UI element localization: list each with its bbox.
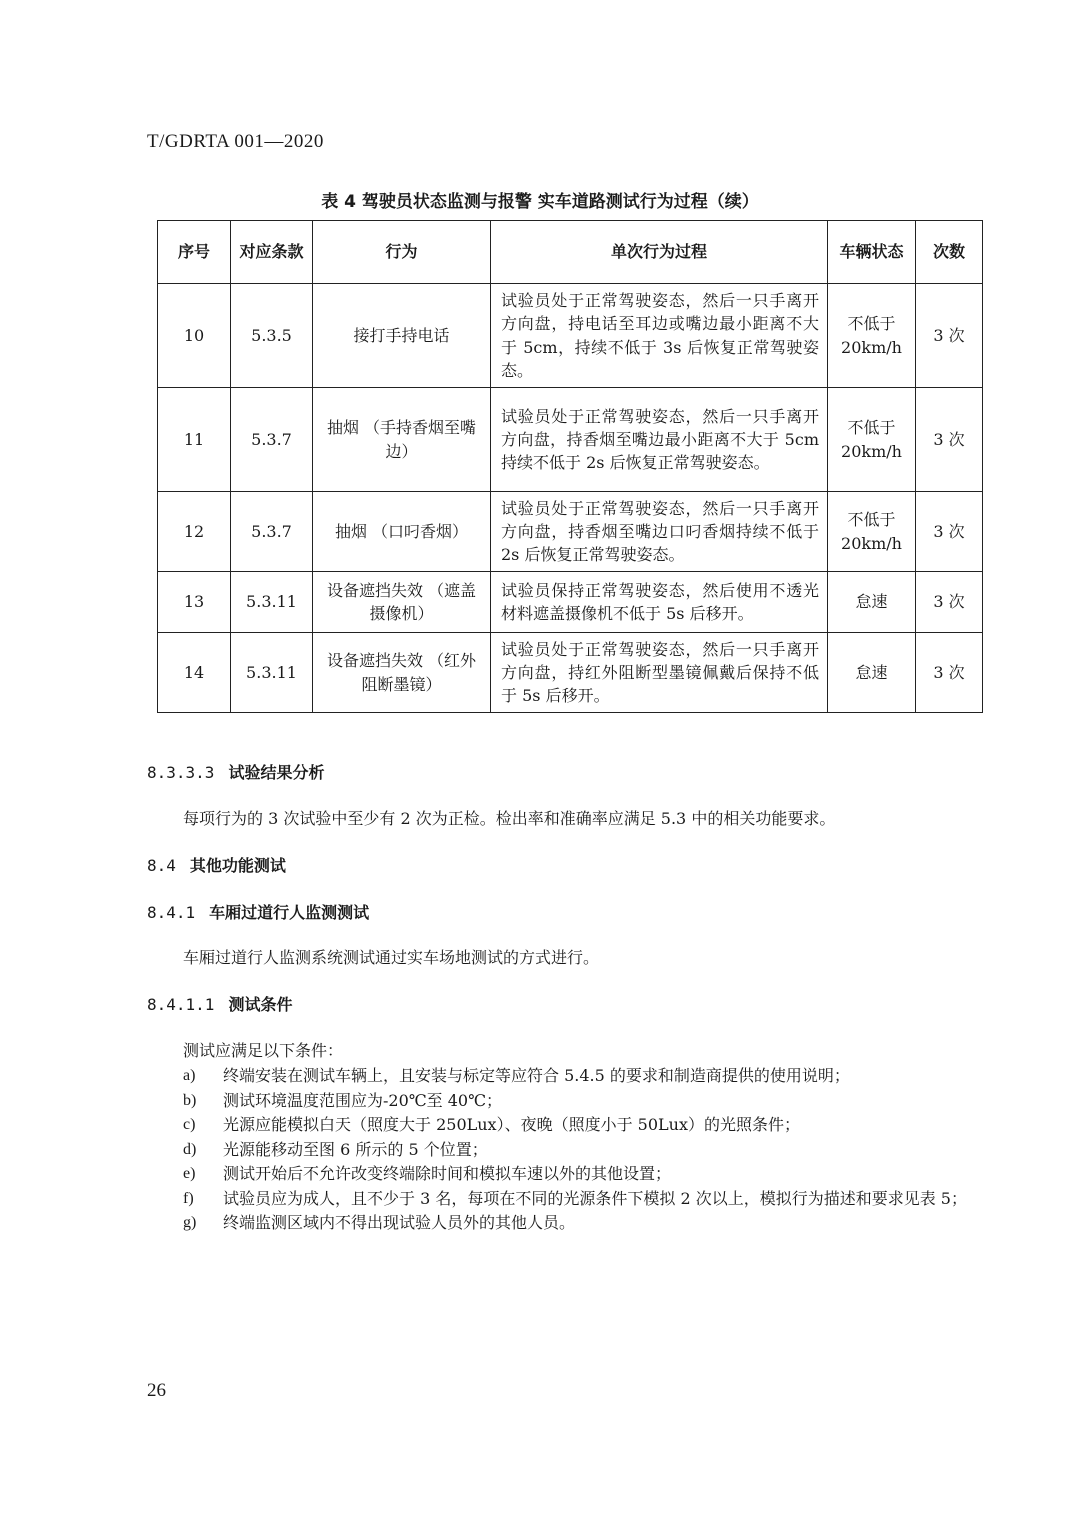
section-number: 8.4.1.1 [147, 995, 215, 1014]
list-item-text: 光源能移动至图 6 所示的 5 个位置； [223, 1139, 488, 1159]
row-process: 试验员处于正常驾驶姿态，然后一只手离开方向盘，持香烟至嘴边口叼香烟持续不低于 2s 后恢复正常驾驶姿态。 [491, 492, 828, 572]
row-process: 试验员处于正常驾驶姿态，然后一只手离开方向盘，持香烟至嘴边最小距离不大于 5cm 持续不低于 2s 后恢复正常驾驶姿态。 [491, 388, 828, 492]
row-behavior: 抽烟 （口叼香烟） [313, 492, 491, 572]
row-count: 3 次 [916, 572, 983, 633]
section-body-8-3-3-3: 每项行为的 3 次试验中至少有 2 次为正检。检出率和准确率应满足 5.3 中的相关功能要求。 [183, 809, 836, 828]
row-behavior: 抽烟 （手持香烟至嘴边） [313, 388, 491, 492]
header-seq: 序号 [158, 221, 231, 284]
row-clause: 5.3.11 [231, 633, 313, 713]
table-row [158, 284, 983, 388]
list-item-label: b) [183, 1091, 197, 1109]
list-item-label: a) [183, 1067, 196, 1084]
header-vehicle-state: 车辆状态 [828, 221, 916, 284]
section-heading-8-4-1-1 [147, 992, 292, 1015]
list-item [183, 1064, 1003, 1089]
list-item [183, 1211, 1003, 1236]
row-vehicle-state: 不低于 20km/h [828, 284, 916, 388]
list-item-text: 试验员应为成人，且不少于 3 名，每项在不同的光源条件下模拟 2 次以上，模拟行为描述和要求见表 5； [223, 1188, 967, 1208]
test-conditions-list [183, 1038, 1003, 1236]
row-seq: 10 [158, 284, 231, 388]
row-count: 3 次 [916, 633, 983, 713]
list-item-label: f) [183, 1189, 194, 1207]
row-seq: 13 [158, 572, 231, 633]
list-item-text: 测试环境温度范围应为-20℃至 40℃； [223, 1090, 503, 1110]
header-process: 单次行为过程 [491, 221, 828, 284]
row-clause: 5.3.5 [231, 284, 313, 388]
row-vehicle-state: 不低于 20km/h [828, 388, 916, 492]
row-count: 3 次 [916, 388, 983, 492]
section-number: 8.4 [147, 856, 176, 875]
list-item-label: d) [183, 1140, 197, 1158]
section-number: 8.3.3.3 [147, 763, 215, 782]
list-item [183, 1089, 1003, 1114]
row-count: 3 次 [916, 284, 983, 388]
table-row [158, 388, 983, 492]
table-row [158, 633, 983, 713]
row-count: 3 次 [916, 492, 983, 572]
section-number: 8.4.1 [147, 903, 196, 922]
row-seq: 14 [158, 633, 231, 713]
list-intro: 测试应满足以下条件： [183, 1041, 344, 1060]
row-vehicle-state: 怠速 [828, 633, 916, 713]
header-count: 次数 [916, 221, 983, 284]
row-vehicle-state: 不低于 20km/h [828, 492, 916, 572]
row-clause: 5.3.7 [231, 388, 313, 492]
page-number: 26 [147, 1380, 166, 1401]
section-title: 测试条件 [228, 995, 293, 1014]
header-clause: 对应条款 [231, 221, 313, 284]
list-item-text: 终端监测区域内不得出现试验人员外的其他人员。 [223, 1213, 576, 1232]
list-item [183, 1113, 1003, 1138]
list-item [183, 1187, 1003, 1212]
row-seq: 12 [158, 492, 231, 572]
row-behavior: 设备遮挡失效 （遮盖摄像机） [313, 572, 491, 633]
list-item-label: c) [183, 1116, 196, 1133]
list-item [183, 1138, 1003, 1163]
table-row [158, 572, 983, 633]
section-body-8-4-1: 车厢过道行人监测系统测试通过实车场地测试的方式进行。 [183, 948, 600, 967]
row-clause: 5.3.11 [231, 572, 313, 633]
list-item-text: 光源应能模拟白天（照度大于 250Lux）、夜晚（照度小于 50Lux）的光照条件； [223, 1115, 800, 1134]
table-caption: 表 4 驾驶员状态监测与报警 实车道路测试行为过程（续） [321, 192, 759, 212]
row-vehicle-state: 怠速 [828, 572, 916, 633]
row-process: 试验员处于正常驾驶姿态，然后一只手离开方向盘，持电话至耳边或嘴边最小距离不大于 5cm，持续不低于 3s 后恢复正常驾驶姿态。 [491, 284, 828, 388]
section-heading-8-3-3-3 [147, 760, 324, 783]
table-header-row [158, 221, 983, 284]
row-behavior: 接打手持电话 [313, 284, 491, 388]
list-item-text: 测试开始后不允许改变终端除时间和模拟车速以外的其他设置； [223, 1164, 672, 1183]
section-title: 车厢过道行人监测测试 [209, 903, 370, 922]
list-item-text: 终端安装在测试车辆上，且安装与标定等应符合 5.4.5 的要求和制造商提供的使用说明； [223, 1066, 850, 1085]
standard-code: T/GDRTA 001—2020 [147, 131, 324, 152]
behavior-test-table [157, 220, 983, 713]
row-seq: 11 [158, 388, 231, 492]
section-heading-8-4-1 [147, 900, 369, 923]
section-title: 其他功能测试 [189, 856, 286, 875]
section-heading-8-4 [147, 853, 286, 876]
header-behavior: 行为 [313, 221, 491, 284]
row-clause: 5.3.7 [231, 492, 313, 572]
list-item-label: e) [183, 1165, 196, 1182]
row-process: 试验员处于正常驾驶姿态，然后一只手离开方向盘，持红外阻断型墨镜佩戴后保持不低于 5s 后移开。 [491, 633, 828, 713]
list-item [183, 1162, 1003, 1187]
section-title: 试验结果分析 [228, 763, 325, 782]
table-row [158, 492, 983, 572]
row-behavior: 设备遮挡失效 （红外阻断墨镜） [313, 633, 491, 713]
row-process: 试验员保持正常驾驶姿态，然后使用不透光材料遮盖摄像机不低于 5s 后移开。 [491, 572, 828, 633]
list-item-label: g) [183, 1214, 197, 1231]
